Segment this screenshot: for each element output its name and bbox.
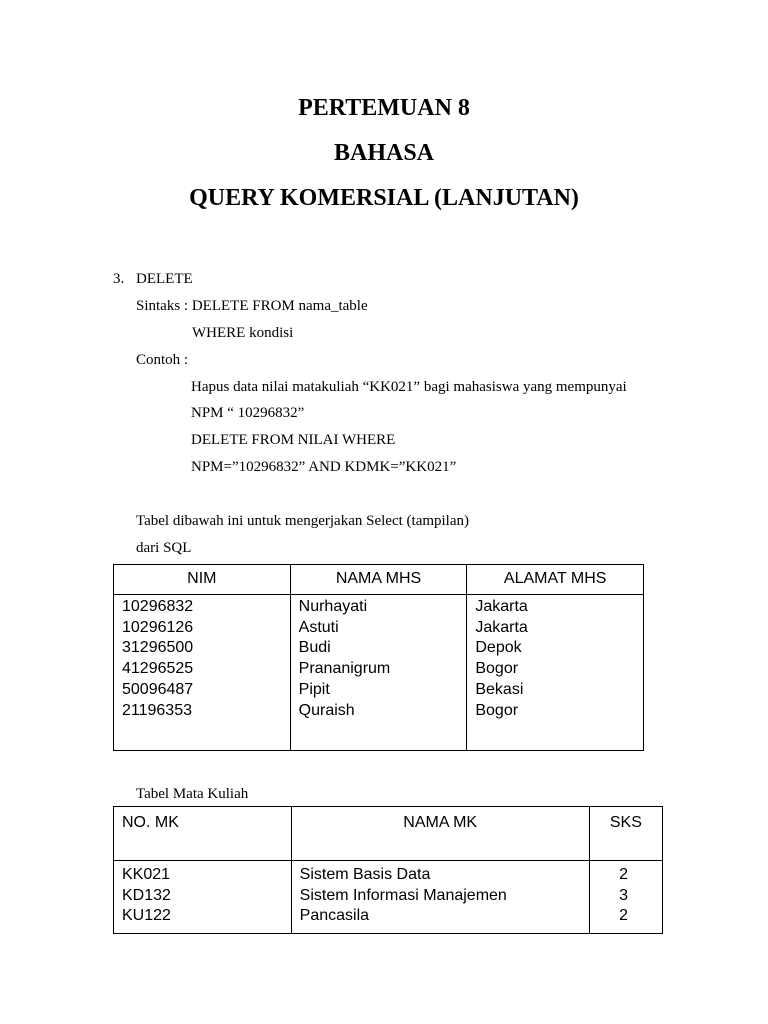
alamat-value: Bekasi bbox=[475, 680, 524, 698]
kode-value: KU122 bbox=[122, 907, 171, 925]
sks-value: 2 bbox=[619, 866, 628, 883]
sks-value: 3 bbox=[619, 886, 628, 904]
alamat-column bbox=[467, 595, 643, 723]
section-number: 3. bbox=[113, 271, 125, 287]
header-sks: SKS bbox=[609, 814, 642, 831]
course-table bbox=[113, 806, 663, 934]
alamat-value: Depok bbox=[475, 639, 522, 657]
header-alamat-mhs: ALAMAT MHS bbox=[503, 570, 607, 587]
student-table bbox=[113, 564, 644, 751]
header-nama-mk: NAMA MK bbox=[403, 814, 478, 831]
alamat-value: Bogor bbox=[475, 701, 519, 719]
header-nim: NIM bbox=[187, 570, 217, 587]
document-title: PERTEMUAN 8 bbox=[298, 95, 470, 121]
sks-column bbox=[590, 861, 662, 929]
nama-mk-value: Sistem Basis Data bbox=[299, 866, 431, 883]
kode-column bbox=[114, 861, 291, 929]
example-query-line2: NPM=”10296832” AND KDMK=”KK021” bbox=[191, 459, 457, 475]
table-header-row bbox=[114, 807, 663, 861]
example-npm: NPM “ 10296832” bbox=[191, 405, 305, 421]
sks-value: 2 bbox=[619, 907, 628, 925]
table-row bbox=[114, 861, 663, 934]
example-description: Hapus data nilai matakuliah “KK021” bagi mahasiswa yang mempunyai bbox=[191, 379, 627, 395]
nim-value: 21196353 bbox=[122, 701, 192, 719]
header-nama-mhs: NAMA MHS bbox=[335, 570, 422, 587]
syntax-line: Sintaks : DELETE FROM nama_table bbox=[136, 298, 368, 314]
alamat-value: Jakarta bbox=[475, 598, 528, 615]
example-query-line1: DELETE FROM NILAI WHERE bbox=[191, 432, 396, 448]
document-subtitle: BAHASA bbox=[333, 140, 435, 166]
course-table-caption: Tabel Mata Kuliah bbox=[136, 786, 249, 802]
nama-value: Quraish bbox=[298, 701, 355, 719]
nama-mk-value: Pancasila bbox=[299, 907, 370, 925]
example-label: Contoh : bbox=[136, 352, 189, 368]
section-title: DELETE bbox=[136, 271, 193, 287]
table-header-row bbox=[114, 565, 644, 595]
nama-value: Budi bbox=[298, 639, 331, 657]
nim-value: 31296500 bbox=[122, 639, 194, 657]
table-row bbox=[114, 595, 644, 751]
kode-value: KK021 bbox=[122, 866, 171, 883]
nama-value: Astuti bbox=[298, 618, 339, 636]
nama-column bbox=[291, 595, 467, 723]
nama-value: Prananigrum bbox=[298, 660, 391, 678]
nim-value: 10296126 bbox=[122, 618, 194, 636]
nim-value: 41296525 bbox=[122, 660, 194, 678]
intro-text: Tabel dibawah ini untuk mengerjakan Select (tampilan) bbox=[136, 513, 470, 529]
alamat-value: Bogor bbox=[475, 660, 519, 678]
intro-text-continued: dari SQL bbox=[136, 540, 192, 556]
nim-value: 10296832 bbox=[122, 598, 194, 615]
nama-mk-value: Sistem Informasi Manajemen bbox=[299, 886, 507, 904]
document-topic: QUERY KOMERSIAL (LANJUTAN) bbox=[189, 185, 579, 211]
syntax-where-line: WHERE kondisi bbox=[192, 325, 294, 341]
nama-value: Pipit bbox=[298, 680, 330, 698]
nim-column bbox=[114, 595, 290, 723]
header-no-mk: NO. MK bbox=[122, 814, 179, 831]
nama-mk-column bbox=[292, 861, 589, 929]
nama-value: Nurhayati bbox=[298, 598, 368, 615]
alamat-value: Jakarta bbox=[475, 618, 528, 636]
nim-value: 50096487 bbox=[122, 680, 194, 698]
kode-value: KD132 bbox=[122, 886, 171, 904]
